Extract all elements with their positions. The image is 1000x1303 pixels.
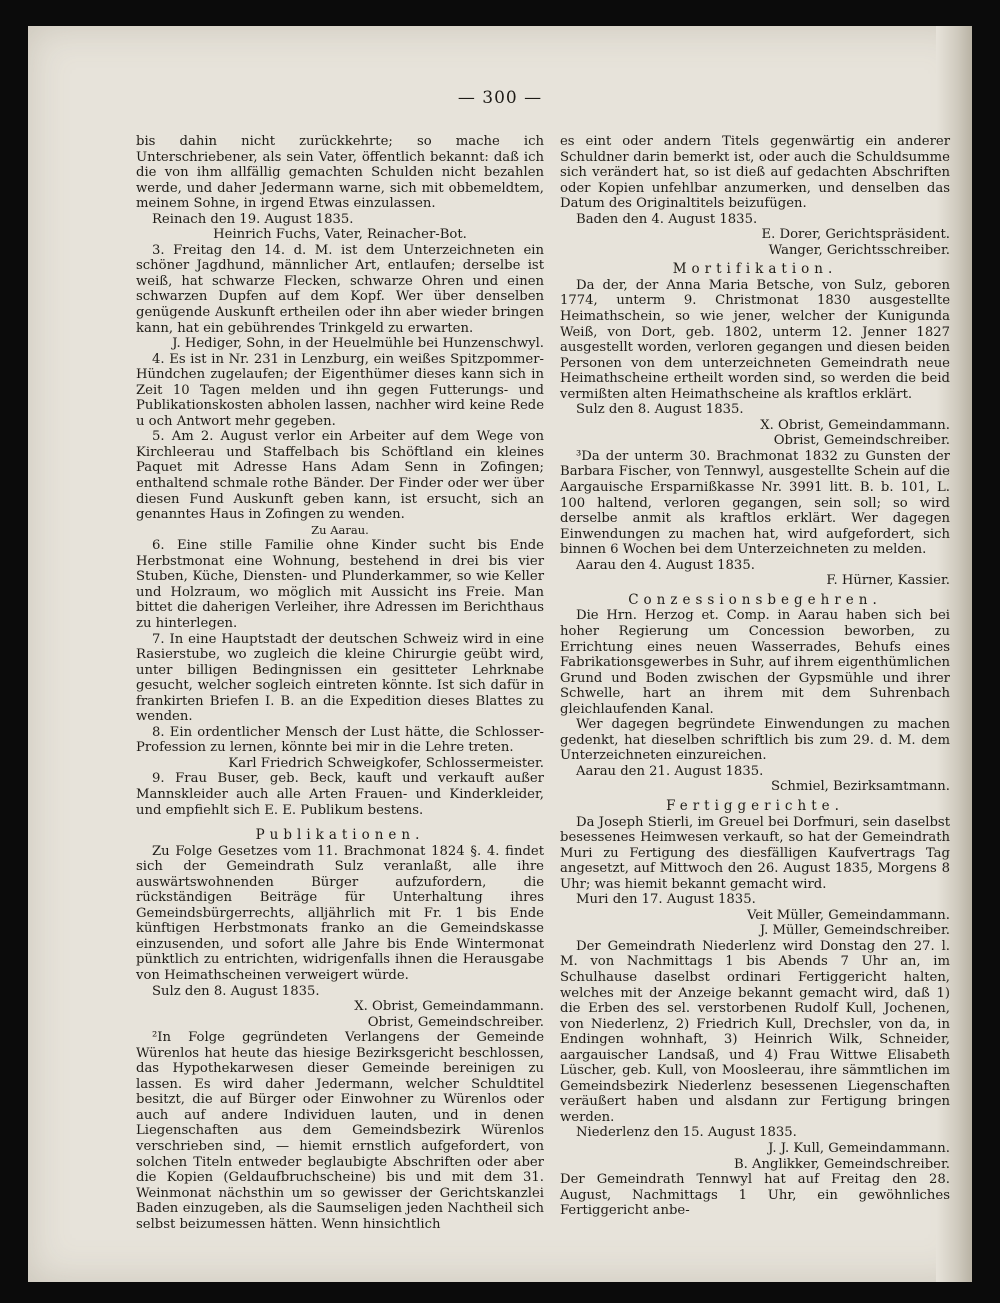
notice-signature: X. Obrist, Gemeindammann.	[354, 999, 544, 1015]
notice-paragraph: Da Joseph Stierli, im Greuel bei Dorfmuri, sein daselbst besessenes Heimwesen verkauft, so hat der Gemeindrath Muri zu Fertigung des diesfälligen Kaufvertrags Tag angesetzt, auf Mittwoch den 26. August 1835, Morgens 8 Uhr; was hiemit bekannt gemacht wird.	[560, 814, 950, 892]
notice-paragraph: 8. Ein ordentlicher Mensch der Lust hätte, die Schlosser-Profession zu lernen, könnte bei mir in die Lehre treten.	[136, 724, 544, 756]
notice-signature: J. Müller, Gemeindschreiber.	[759, 923, 950, 939]
notice-paragraph: ³Da der unterm 30. Brachmonat 1832 zu Gunsten der Barbara Fischer, von Tennwyl, ausgestellte Schein auf die Aargauische Ersparnißkasse Nr. 3991 litt. B. b. 101, L. 100 haltend, verloren gegangen, sein soll; so wird derselbe anmit als kraftlos erklärt. Wer dagegen Einwendungen zu machen hat, wird aufgefordert, sich binnen 6 Wochen bei dem Unterzeichneten zu melden.	[560, 448, 950, 558]
notice-signature: X. Obrist, Gemeindammann.	[760, 417, 950, 433]
notice-paragraph: Da der, der Anna Maria Betsche, von Sulz, geboren 1774, unterm 9. Christmonat 1830 ausgestellte Heimathschein, so wie jener, welcher der Kunigunda Weiß, von Dort, geb. 1802, unterm 12. Jenner 1827 ausgestellt worden, verloren gegangen und diesen beiden Personen von dem unterzeichneten Gemeindrath neue Heimathscheine ertheilt worden sind, so werden die beid vermißten alten Heimathscheine als kraftlos erklärt.	[560, 277, 950, 402]
notice-paragraph: Der Gemeindrath Niederlenz wird Donstag den 27. l. M. von Nachmittags 1 bis Abends 7 Uhr an, im Schulhause daselbst ordinari Fertiggericht halten, welches mit der Anzeige bekannt gemacht wird, daß 1) die Erben des sel. verstorbenen Rudolf Kull, Jochenen, von Niederlenz, 2) Friedrich Kull, Drechsler, von da, in Endingen wohnhaft, 3) Heinrich Wilk, Schneider, aargauischer Landsaß, und 4) Frau Wittwe Elisabeth Lüscher, geb. Kull, von Moosleerau, ihre sämmtlichen im Gemeindsbezirk Niederlenz besessenen Liegenschaften veräußert haben und alsdann zur Fertigung bringen werden.	[560, 938, 950, 1125]
section-subheading: Zu Aarau.	[311, 522, 369, 537]
section-heading-mortifikation: Mortifikation.	[672, 261, 838, 278]
notice-signature: B. Anglikker, Gemeindschreiber.	[733, 1156, 950, 1172]
notice-signature: J. J. Kull, Gemeindammann.	[768, 1141, 950, 1156]
notice-date: Aarau den 4. August 1835.	[576, 557, 755, 573]
notice-paragraph: ²In Folge gegründeten Verlangens der Gemeinde Würenlos hat heute das hiesige Bezirksgericht beschlossen, das Hypothekarwesen dieser Gemeinde bereinigen zu lassen. Es wird daher Jedermann, welcher Schuldtitel besitzt, die auf Bürger oder Einwohner zu Würenlos oder auch auf andere Individuen lauten, und in denen Liegenschaften aus dem Gemeindsbezirk Würenlos verschrieben sind, — hiemit ernstlich aufgefordert, von solchen Titeln entweder beglaubigte Abschriften oder aber die Kopien (Geldaufbruchscheine) bis und mit dem 31. Weinmonat nächsthin um so gewisser der Gerichtskanzlei Baden einzugeben, als die Saumseligen jeden Nachtheil sich selbst beizumessen hätten. Wenn hinsichtlich	[136, 1030, 544, 1232]
page-number: — 300 —	[457, 88, 543, 108]
notice-paragraph: 7. In eine Hauptstadt der deutschen Schweiz wird in eine Rasierstube, wo zugleich die kleine Chirurgie geübt wird, unter billigen Bedingnissen ein gesitteter Lehrknabe gesucht, welcher sogleich eintreten könnte. Ist sich dafür in frankirten Briefen I. B. an die Expedition dieses Blattes zu wenden.	[136, 631, 544, 725]
notice-signature: F. Hürner, Kassier.	[826, 573, 950, 589]
notice-paragraph: 9. Frau Buser, geb. Beck, kauft und verkauft außer Mannskleider auch alle Arten Frauen- und Kinderkleider, und empfiehlt sich E. E. Publikum bestens.	[136, 771, 544, 818]
notice-date: Sulz den 8. August 1835.	[576, 402, 744, 418]
section-heading-publikationen: Publikationen.	[255, 827, 425, 844]
notice-signature: Schmiel, Bezirksamtmann.	[771, 779, 950, 795]
notice-signature: Obrist, Gemeindschreiber.	[367, 1014, 544, 1030]
notice-signature: Heinrich Fuchs, Vater, Reinacher-Bot.	[213, 227, 467, 243]
notice-signature: E. Dorer, Gerichtspräsident.	[761, 227, 950, 243]
notice-signature: Karl Friedrich Schweigkofer, Schlossermeister.	[228, 755, 544, 771]
notice-date: Niederlenz den 15. August 1835.	[576, 1125, 797, 1141]
notice-paragraph: 6. Eine stille Familie ohne Kinder sucht bis Ende Herbstmonat eine Wohnung, bestehend in drei bis vier Stuben, Küche, Diensten- und Plunderkammer, so wie Keller und Holzraum, wo möglich mit Aussicht ins Freie. Man bittet die daherigen Verleiher, ihre Adressen im Berichthaus zu hinterlegen.	[136, 538, 544, 631]
right-column	[560, 134, 950, 1219]
notice-signature: J. Hediger, Sohn, in der Heuelmühle bei Hunzenschwyl.	[172, 336, 544, 352]
notice-date: Muri den 17. August 1835.	[576, 892, 756, 908]
notice-signature: Obrist, Gemeindschreiber.	[773, 433, 950, 449]
left-column	[136, 134, 544, 1232]
notice-paragraph: bis dahin nicht zurückkehrte; so mache ich Unterschriebener, als sein Vater, öffentlich bekannt: daß ich die von ihm allfällig gemachten Schulden nicht bezahlen werde, und daher Jedermann warne, sich mit obbemeldtem, meinem Sohne, in irgend Etwas einzulassen.	[136, 134, 544, 212]
notice-signature: Veit Müller, Gemeindammann.	[746, 907, 950, 923]
notice-paragraph: es eint oder andern Titels gegenwärtig ein anderer Schuldner darin bemerkt ist, oder auch die Schuldsumme sich verändert hat, so ist dieß auf gedachten Abschriften oder Kopien unfehlbar anzumerken, und denselben das Datum des Originaltitels beizufügen.	[560, 134, 950, 212]
notice-signature: Wanger, Gerichtsschreiber.	[768, 242, 950, 258]
notice-paragraph: 4. Es ist in Nr. 231 in Lenzburg, ein weißes Spitzpommer-Hündchen zugelaufen; der Eigenthümer dieses kann sich in Zeit 10 Tagen melden und ihn gegen Futterungs- und Publikationskosten abholen lassen, nachher wird keine Rede u och Antwort mehr gegeben.	[136, 351, 544, 429]
section-heading-fertiggerichte: Fertiggerichte.	[666, 797, 844, 814]
notice-paragraph: Die Hrn. Herzog et. Comp. in Aarau haben sich bei hoher Regierung um Concession beworben, zu Errichtung eines neuen Wasserrades, Behufs eines Fabrikationsgewerbes in Suhr, auf ihrem eigenthümlichen Grund und Boden zwischen der Gypsmühle und ihrer Schwelle, hart an ihrem mit dem Suhrenbach gleichlaufenden Kanal.	[560, 608, 950, 717]
notice-paragraph: Zu Folge Gesetzes vom 11. Brachmonat 1824 §. 4. findet sich der Gemeindrath Sulz veranlaßt, alle ihre auswärtswohnenden Bürger aufzufordern, die rückständigen Beiträge für Unterhaltung ihres Gemeindsbürgerrechts, alljährlich mit Fr. 1 bis Ende künftigen Herbstmonats franko an die Gemeindskasse einzusenden, und sofort alle Jahre bis Ende Wintermonat pünktlich zu entrichten, widrigenfalls ihnen die Herausgabe von Heimathscheinen verweigert würde.	[136, 843, 544, 983]
notice-date: Reinach den 19. August 1835.	[152, 211, 354, 227]
notice-paragraph: Der Gemeindrath Tennwyl hat auf Freitag den 28. August, Nachmittags 1 Uhr, ein gewöhnliches Fertiggericht anbe-	[560, 1172, 950, 1219]
notice-date: Baden den 4. August 1835.	[576, 211, 758, 227]
newspaper-page	[28, 26, 972, 1282]
notice-paragraph: 5. Am 2. August verlor ein Arbeiter auf dem Wege von Kirchleerau und Staffelbach bis Schöftland ein kleines Paquet mit Adresse Hans Adam Senn in Zofingen; enthaltend schmale rothe Bänder. Der Finder oder wer über diesen Fund Auskunft geben kann, ist ersucht, sich an genanntes Haus in Zofingen zu wenden.	[136, 429, 544, 523]
notice-paragraph: 3. Freitag den 14. d. M. ist dem Unterzeichneten ein schöner Jagdhund, männlicher Art, entlaufen; derselbe ist weiß, hat schwarze Flecken, schwarze Ohren und einen schwarzen Dupfen auf dem Kopf. Wer über denselben genügende Auskunft ertheilen oder ihn aber wieder bringen kann, hat ein gebührendes Trinkgeld zu erwarten.	[136, 242, 544, 336]
notice-date: Sulz den 8. August 1835.	[152, 983, 320, 999]
section-heading-conzessionsbegehren: Conzessionsbegehren.	[628, 591, 882, 608]
notice-paragraph: Wer dagegen begründete Einwendungen zu machen gedenkt, hat dieselben schriftlich bis zum 29. d. M. dem Unterzeichneten einzureichen.	[560, 717, 950, 764]
notice-date: Aarau den 21. August 1835.	[576, 763, 764, 779]
